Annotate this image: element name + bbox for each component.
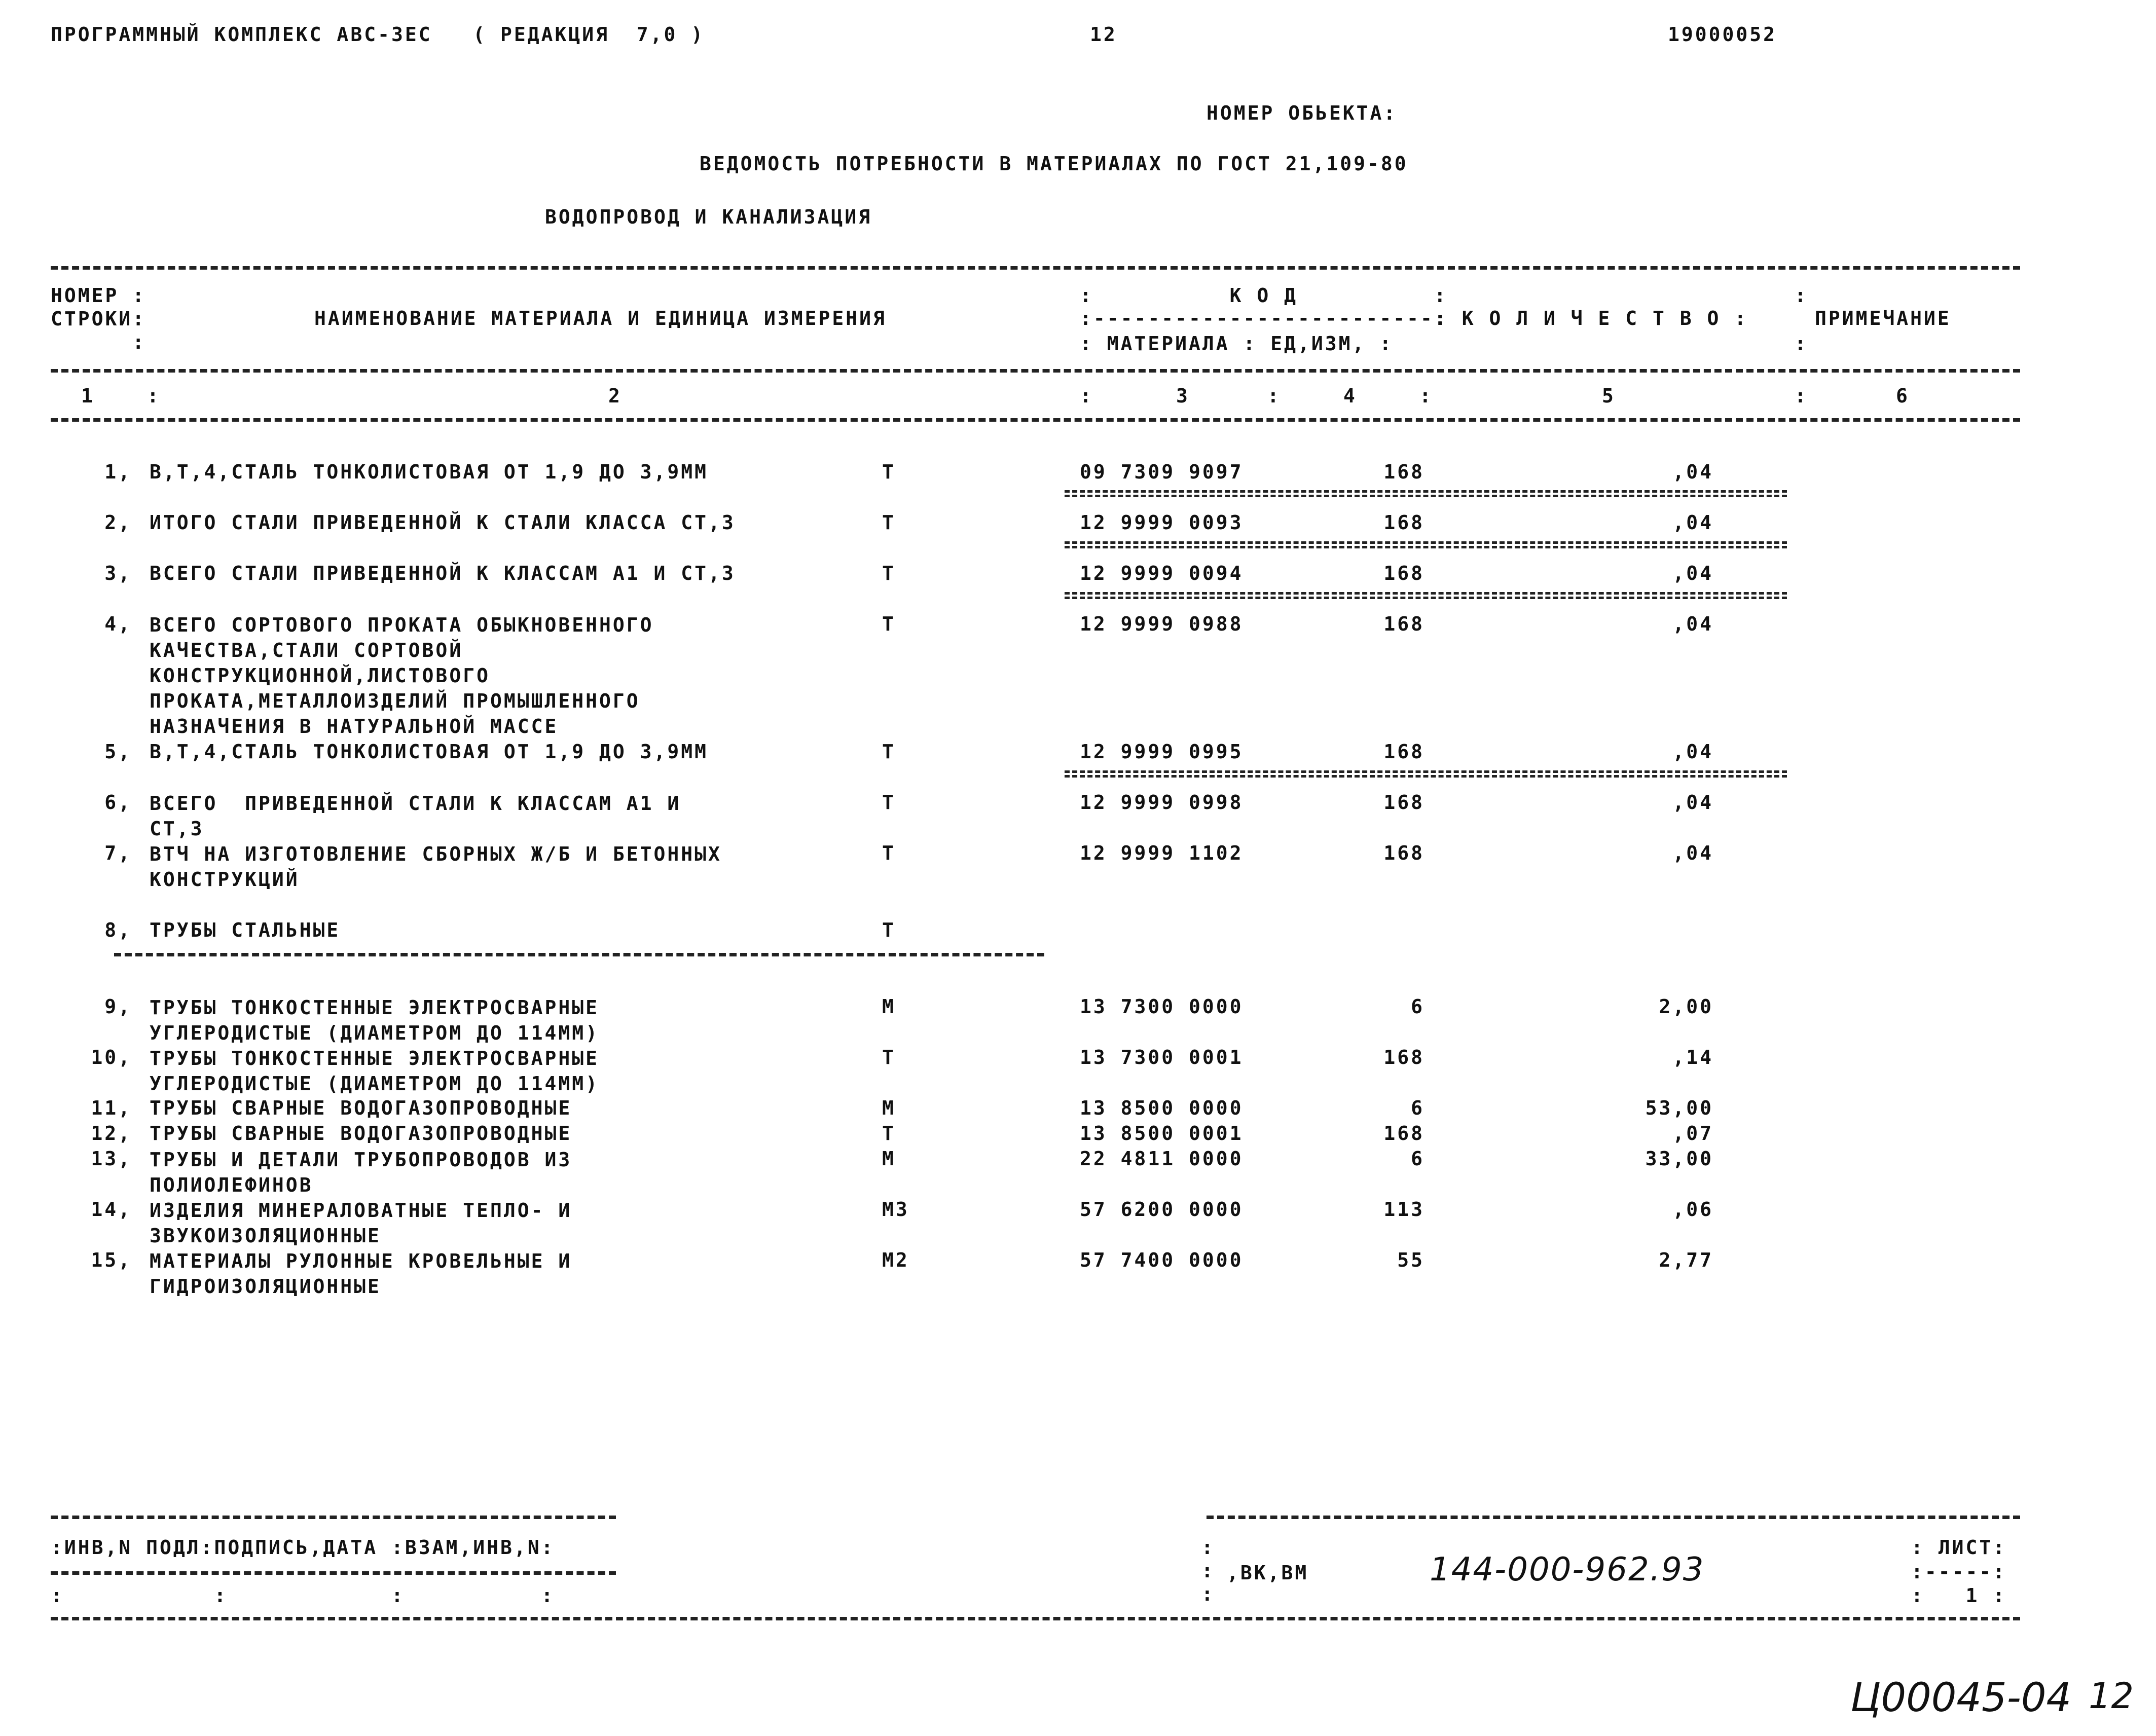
double-rule xyxy=(1065,770,1787,778)
program-header: ПРОГРАММНЫЙ КОМПЛЕКС АВС-3ЕС ( РЕДАКЦИЯ 7,0 ) xyxy=(51,23,705,46)
header-code-bottom: : МАТЕРИАЛА : ЕД,ИЗМ, : xyxy=(1080,333,1394,355)
row-unit-code: 168 xyxy=(1383,791,1424,814)
sheet-separator: :-----: xyxy=(1911,1561,2007,1583)
row-quantity: ,07 xyxy=(1672,1122,1713,1144)
row-name: В,Т,4,СТАЛЬ ТОНКОЛИСТОВАЯ ОТ 1,9 ДО 3,9ММ xyxy=(150,741,708,763)
row-name: ТРУБЫ И ДЕТАЛИ ТРУБОПРОВОДОВ ИЗ ПОЛИОЛЕФИНОВ xyxy=(150,1149,572,1196)
row-code: 09 7309 9097 xyxy=(1080,461,1244,483)
double-rule xyxy=(1065,490,1787,497)
doc-number: 144-000-962.93 xyxy=(1430,1551,1705,1589)
row-name: ТРУБЫ СВАРНЫЕ ВОДОГАЗОПРОВОДНЫЕ xyxy=(150,1122,572,1144)
row-number: 2, xyxy=(104,511,132,534)
row-unit-code: 55 xyxy=(1397,1249,1424,1271)
double-rule xyxy=(1065,541,1787,548)
row-code: 12 9999 0094 xyxy=(1080,562,1244,584)
row-unit: М xyxy=(882,1148,896,1170)
stamp-header: :ИНВ,N ПОДЛ:ПОДПИСЬ,ДАТА :ВЗАМ,ИНВ,N: xyxy=(51,1536,555,1559)
row-unit-code: 168 xyxy=(1383,461,1424,483)
row-quantity: 33,00 xyxy=(1645,1148,1713,1170)
handwritten-code: Ц00045-04 xyxy=(1850,1675,2072,1721)
row-quantity: 2,77 xyxy=(1659,1249,1713,1271)
row-unit: Т xyxy=(882,613,896,635)
row-number: 8, xyxy=(104,919,132,941)
row-unit: М3 xyxy=(882,1198,909,1221)
row-number: 1, xyxy=(104,461,132,483)
title-block-side: : : : xyxy=(1201,1536,1215,1605)
row-unit: Т xyxy=(882,511,896,534)
row-code: 57 6200 0000 xyxy=(1080,1198,1244,1221)
row-code: 12 9999 1102 xyxy=(1080,842,1244,864)
row-name: ТРУБЫ СВАРНЫЕ ВОДОГАЗОПРОВОДНЫЕ xyxy=(150,1097,572,1119)
row-code: 12 9999 0988 xyxy=(1080,613,1244,635)
row-code: 13 8500 0000 xyxy=(1080,1097,1244,1119)
row-unit: Т xyxy=(882,1122,896,1144)
table-top-rule xyxy=(51,266,2020,270)
row-number: 15, xyxy=(91,1249,132,1271)
row-unit-code: 168 xyxy=(1383,1122,1424,1144)
row-number: 7, xyxy=(104,842,132,864)
header-note: ПРИМЕЧАНИЕ xyxy=(1815,307,1951,329)
row-name: ИТОГО СТАЛИ ПРИВЕДЕННОЙ К СТАЛИ КЛАССА СТ,3 xyxy=(150,511,736,534)
row-quantity: ,14 xyxy=(1672,1046,1713,1068)
row-unit-code: 168 xyxy=(1383,741,1424,763)
row-code: 22 4811 0000 xyxy=(1080,1148,1244,1170)
row-unit-code: 6 xyxy=(1411,1097,1424,1119)
row-unit-code: 168 xyxy=(1383,511,1424,534)
colnum-3: 3 xyxy=(1176,385,1190,407)
sheet-value: : 1 : xyxy=(1911,1584,2007,1607)
sheet-label: : ЛИСТ: xyxy=(1911,1536,2007,1559)
row-code: 12 9999 0995 xyxy=(1080,741,1244,763)
row-name: МАТЕРИАЛЫ РУЛОННЫЕ КРОВЕЛЬНЫЕ И ГИДРОИЗОЛЯЦИОННЫЕ xyxy=(150,1250,572,1298)
colnum-1: 1 xyxy=(81,385,95,407)
row-quantity: ,04 xyxy=(1672,842,1713,864)
stamp-mid-rule xyxy=(51,1571,616,1575)
row-number: 10, xyxy=(91,1046,132,1068)
row-unit: М xyxy=(882,995,896,1018)
row-code: 13 7300 0000 xyxy=(1080,995,1244,1018)
colnum-5: 5 xyxy=(1602,385,1616,407)
row-number: 5, xyxy=(104,741,132,763)
row-unit-code: 168 xyxy=(1383,842,1424,864)
handwritten-page: 12 xyxy=(2089,1675,2134,1717)
section-rule xyxy=(114,953,1044,956)
row-unit: Т xyxy=(882,741,896,763)
row-name: ВСЕГО СОРТОВОГО ПРОКАТА ОБЫКНОВЕННОГО КАЧЕСТВА,СТАЛИ СОРТОВОЙ КОНСТРУКЦИОННОЙ,ЛИСТОВОГО ПРОКАТА,МЕТАЛЛОИЗДЕЛИЙ ПРОМЫШЛЕННОГО НАЗНАЧЕНИЯ В НАТУРАЛЬНОЙ МАССЕ xyxy=(150,614,654,737)
row-number: 3, xyxy=(104,562,132,584)
colnum-sep: : xyxy=(1080,385,1093,407)
row-code: 12 9999 0998 xyxy=(1080,791,1244,814)
row-name: ТРУБЫ СТАЛЬНЫЕ xyxy=(150,919,341,941)
row-unit-code: 113 xyxy=(1383,1198,1424,1221)
row-name: ИЗДЕЛИЯ МИНЕРАЛОВАТНЫЕ ТЕПЛО- И ЗВУКОИЗОЛЯЦИОННЫЕ xyxy=(150,1199,572,1247)
row-quantity: 2,00 xyxy=(1659,995,1713,1018)
row-number: 13, xyxy=(91,1148,132,1170)
row-unit: Т xyxy=(882,791,896,814)
stamp-top-rule xyxy=(51,1516,616,1519)
header-bottom-rule xyxy=(51,418,2020,422)
row-name: В,Т,4,СТАЛЬ ТОНКОЛИСТОВАЯ ОТ 1,9 ДО 3,9ММ xyxy=(150,461,708,483)
row-name: ВТЧ НА ИЗГОТОВЛЕНИЕ СБОРНЫХ Ж/Б И БЕТОННЫХ КОНСТРУКЦИЙ xyxy=(150,843,722,891)
row-unit: М xyxy=(882,1097,896,1119)
row-unit: М2 xyxy=(882,1249,909,1271)
row-unit-code: 168 xyxy=(1383,613,1424,635)
row-quantity: ,04 xyxy=(1672,511,1713,534)
row-code: 57 7400 0000 xyxy=(1080,1249,1244,1271)
row-number: 9, xyxy=(104,995,132,1018)
header-mid-rule xyxy=(51,369,2020,373)
colnum-2: 2 xyxy=(608,385,622,407)
header-quantity-side-top: : xyxy=(1795,284,1808,307)
row-number: 6, xyxy=(104,791,132,814)
row-quantity: ,04 xyxy=(1672,791,1713,814)
row-quantity: ,06 xyxy=(1672,1198,1713,1221)
header-quantity: : К О Л И Ч Е С Т В О : xyxy=(1435,307,1748,329)
row-code: 12 9999 0093 xyxy=(1080,511,1244,534)
doc-prefix: ,ВК,ВМ xyxy=(1227,1562,1309,1584)
footer-bottom-rule xyxy=(51,1617,2020,1620)
stamp-cells: : : : : xyxy=(51,1584,555,1607)
row-unit: Т xyxy=(882,461,896,483)
header-code-top: : К О Д : xyxy=(1080,284,1448,307)
row-code: 13 7300 0001 xyxy=(1080,1046,1244,1068)
document-code: 19000052 xyxy=(1668,23,1777,46)
double-rule xyxy=(1065,592,1787,599)
row-name: ТРУБЫ ТОНКОСТЕННЫЕ ЭЛЕКТРОСВАРНЫЕ УГЛЕРОДИСТЫЕ (ДИАМЕТРОМ ДО 114ММ) xyxy=(150,996,599,1044)
header-quantity-side-bottom: : xyxy=(1795,333,1808,355)
row-number: 4, xyxy=(104,613,132,635)
row-quantity: 53,00 xyxy=(1645,1097,1713,1119)
colnum-sep: : xyxy=(1795,385,1808,407)
row-quantity: ,04 xyxy=(1672,562,1713,584)
statement-title: ВЕДОМОСТЬ ПОТРЕБНОСТИ В МАТЕРИАЛАХ ПО ГОСТ 21,109-80 xyxy=(700,153,1408,175)
title-block-top-rule xyxy=(1207,1516,2020,1519)
section-title: ВОДОПРОВОД И КАНАЛИЗАЦИЯ xyxy=(545,206,872,228)
colnum-sep: : xyxy=(147,385,161,407)
colnum-4: 4 xyxy=(1343,385,1357,407)
row-name: ВСЕГО СТАЛИ ПРИВЕДЕННОЙ К КЛАССАМ А1 И СТ,3 xyxy=(150,562,736,584)
row-unit-code: 6 xyxy=(1411,1148,1424,1170)
row-name: ВСЕГО ПРИВЕДЕННОЙ СТАЛИ К КЛАССАМ А1 И СТ,3 xyxy=(150,792,681,840)
row-unit: Т xyxy=(882,562,896,584)
row-quantity: ,04 xyxy=(1672,741,1713,763)
header-row-number: НОМЕР : СТРОКИ: : xyxy=(51,284,147,353)
row-unit: Т xyxy=(882,1046,896,1068)
row-unit-code: 168 xyxy=(1383,562,1424,584)
row-unit-code: 6 xyxy=(1411,995,1424,1018)
row-unit-code: 168 xyxy=(1383,1046,1424,1068)
colnum-6: 6 xyxy=(1896,385,1910,407)
row-quantity: ,04 xyxy=(1672,613,1713,635)
row-code: 13 8500 0001 xyxy=(1080,1122,1244,1144)
page-number: 12 xyxy=(1090,23,1117,46)
row-number: 12, xyxy=(91,1122,132,1144)
row-unit: Т xyxy=(882,919,896,941)
object-number-label: НОМЕР ОБЬЕКТА: xyxy=(1207,102,1398,124)
row-number: 11, xyxy=(91,1097,132,1119)
colnum-sep: : xyxy=(1267,385,1281,407)
header-material-name: НАИМЕНОВАНИЕ МАТЕРИАЛА И ЕДИНИЦА ИЗМЕРЕНИЯ xyxy=(314,307,887,329)
row-number: 14, xyxy=(91,1198,132,1221)
colnum-sep: : xyxy=(1419,385,1433,407)
row-name: ТРУБЫ ТОНКОСТЕННЫЕ ЭЛЕКТРОСВАРНЫЕ УГЛЕРОДИСТЫЕ (ДИАМЕТРОМ ДО 114ММ) xyxy=(150,1047,599,1095)
row-quantity: ,04 xyxy=(1672,461,1713,483)
row-unit: Т xyxy=(882,842,896,864)
header-code-mid: :-------------------------: xyxy=(1080,307,1448,329)
